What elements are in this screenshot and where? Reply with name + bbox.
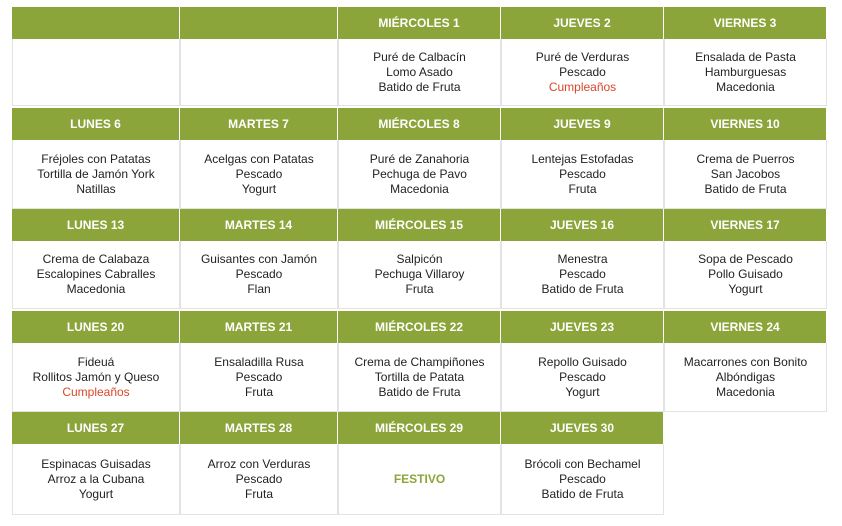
birthday-note: Cumpleaños [548, 79, 617, 94]
day-header: JUEVES 30 [501, 412, 664, 444]
menu-item: Pescado [559, 369, 606, 384]
menu-item: Ensaladilla Rusa [214, 354, 304, 369]
menu-item: Sopa de Pescado [698, 252, 793, 266]
day-header: MIÉRCOLES 1 [338, 7, 501, 39]
menu-item: Pescado [235, 166, 283, 181]
day-header: MIÉRCOLES 29 [338, 412, 501, 444]
menu-item: Fruta [568, 181, 597, 196]
day-header: JUEVES 16 [501, 209, 664, 241]
day-header: MIÉRCOLES 22 [338, 311, 501, 343]
menu-item: Batido de Fruta [704, 181, 787, 196]
menu-item: Yogurt [78, 486, 114, 501]
empty-day-header [180, 7, 338, 39]
menu-item: Batido de Fruta [541, 486, 624, 501]
day-menu [180, 444, 338, 515]
menu-item: Fréjoles con Patatas [41, 151, 151, 166]
day-header: VIERNES 24 [664, 311, 827, 343]
menu-item: Crema de Puerros [696, 151, 795, 166]
menu-item: Repollo Guisado [538, 354, 627, 369]
day-header: LUNES 27 [12, 412, 180, 444]
menu-item: Hamburguesas [704, 64, 787, 79]
day-menu [501, 140, 664, 209]
menu-item: Crema de Calabaza [42, 252, 150, 266]
day-header: MIÉRCOLES 15 [338, 209, 501, 241]
menu-item: San Jacobos [710, 166, 781, 181]
day-header: MARTES 21 [180, 311, 338, 343]
menu-item: Fruta [244, 384, 273, 399]
day-menu [12, 140, 180, 209]
empty-day-body [180, 39, 338, 106]
menu-item: Macedonia [66, 282, 126, 296]
birthday-note: Cumpleaños [62, 384, 130, 399]
menu-item: Puré de Zanahoria [369, 151, 470, 166]
menu-item: Pechuga Villaroy [374, 267, 465, 281]
day-menu [501, 241, 664, 309]
menu-item: Lomo Asado [386, 64, 453, 79]
menu-item: Pescado [559, 166, 606, 181]
menu-item: Macedonia [716, 384, 775, 399]
day-header: MARTES 28 [180, 412, 338, 444]
menu-item: Tortilla de Jamón York [37, 166, 155, 181]
day-menu [338, 140, 501, 209]
menu-item: Pescado [559, 267, 606, 281]
day-menu [664, 140, 827, 209]
menu-item: Escalopines Cabralles [36, 267, 156, 281]
day-menu [664, 343, 827, 412]
menu-item: Albóndigas [715, 369, 776, 384]
menu-item: Pescado [559, 471, 606, 486]
menu-item: Batido de Fruta [378, 79, 461, 94]
menu-item: Fruta [405, 282, 434, 296]
menu-item: Pollo Guisado [708, 267, 783, 281]
menu-item: Brócoli con Bechamel [524, 456, 641, 471]
day-header: JUEVES 23 [501, 311, 664, 343]
day-header: MIÉRCOLES 8 [338, 108, 501, 140]
menu-item: Natillas [76, 181, 116, 196]
day-header: MARTES 14 [180, 209, 338, 241]
menu-item: Batido de Fruta [378, 384, 461, 399]
menu-item: Pescado [559, 64, 606, 79]
menu-item: Yogurt [565, 384, 600, 399]
day-menu [180, 140, 338, 209]
menu-item: Flan [247, 282, 271, 296]
menu-item: Tortilla de Patata [374, 369, 465, 384]
day-menu [664, 39, 827, 106]
menu-item: Pescado [235, 471, 283, 486]
empty-day-body [12, 39, 180, 106]
menu-item: Crema de Champiñones [354, 354, 485, 369]
day-menu [12, 343, 180, 412]
day-menu [338, 241, 501, 309]
menu-item: Pechuga de Pavo [372, 166, 467, 181]
menu-item: Arroz con Verduras [207, 456, 311, 471]
day-header: JUEVES 2 [501, 7, 664, 39]
menu-item: Ensalada de Pasta [695, 49, 796, 64]
day-menu [338, 343, 501, 412]
menu-item: Macedonia [716, 79, 775, 94]
menu-item: Fruta [244, 486, 273, 501]
day-menu [664, 241, 827, 309]
day-menu [12, 241, 180, 309]
day-header: VIERNES 3 [664, 7, 827, 39]
menu-item: Macedonia [390, 181, 449, 196]
menu-item: Macarrones con Bonito [683, 354, 808, 369]
day-header: VIERNES 10 [664, 108, 827, 140]
day-header: JUEVES 9 [501, 108, 664, 140]
day-header: LUNES 6 [12, 108, 180, 140]
menu-item: Guisantes con Jamón [200, 252, 318, 266]
day-menu [501, 444, 664, 515]
day-menu [12, 444, 180, 515]
menu-item: Arroz a la Cubana [47, 471, 145, 486]
day-menu [338, 39, 501, 106]
menu-item: Salpicón [396, 252, 443, 266]
menu-item: Menestra [557, 252, 608, 266]
menu-item: Pescado [235, 267, 283, 281]
menu-item: Yogurt [241, 181, 277, 196]
day-menu [338, 444, 501, 515]
day-menu [180, 241, 338, 309]
day-menu [501, 343, 664, 412]
menu-item: Batido de Fruta [541, 282, 624, 296]
menu-item: Lentejas Estofadas [531, 151, 634, 166]
menu-item: Espinacas Guisadas [41, 456, 151, 471]
day-header: VIERNES 17 [664, 209, 827, 241]
menu-item: Acelgas con Patatas [204, 151, 314, 166]
menu-item: Fideuá [77, 354, 115, 369]
day-header: LUNES 13 [12, 209, 180, 241]
empty-day-header [12, 7, 180, 39]
menu-item: Yogurt [728, 282, 763, 296]
day-menu [180, 343, 338, 412]
menu-item: Pescado [235, 369, 283, 384]
menu-item: Puré de Calbacín [373, 49, 466, 64]
menu-item: Puré de Verduras [535, 49, 630, 64]
day-header: LUNES 20 [12, 311, 180, 343]
menu-item: Rollitos Jamón y Queso [32, 369, 160, 384]
day-menu [501, 39, 664, 106]
holiday-label: FESTIVO [393, 471, 446, 486]
day-header: MARTES 7 [180, 108, 338, 140]
